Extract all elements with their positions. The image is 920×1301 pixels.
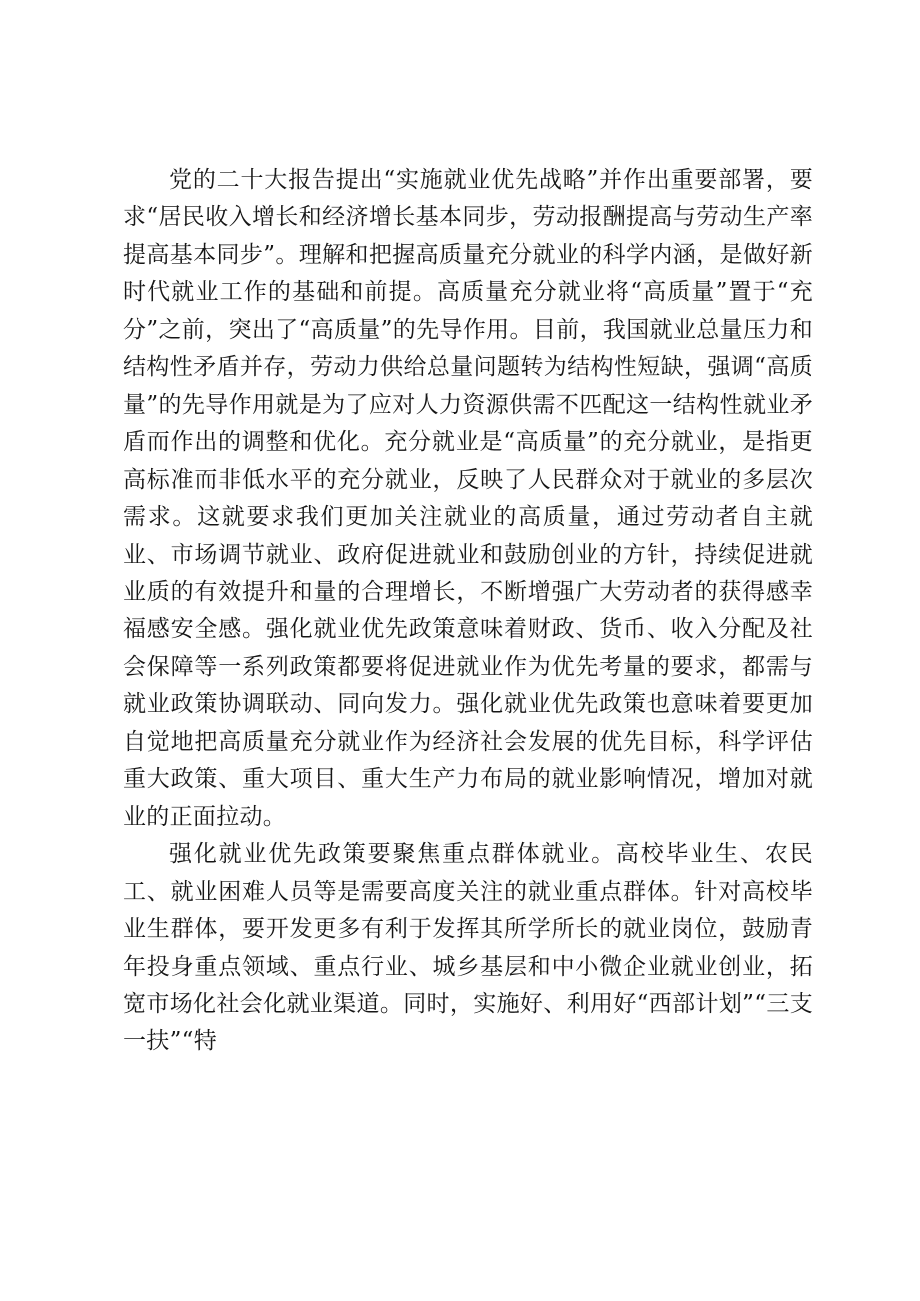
paragraph-1: 党的二十大报告提出“实施就业优先战略”并作出重要部署，要求“居民收入增长和经济增长基本同步，劳动报酬提高与劳动生产率提高基本同步”。理解和把握高质量充分就业的科学内涵，是做好新时代就业工作的基础和前提。高质量充分就业将“高质量”置于“充分”之前，突出了“高质量”的先导作用。目前，我国就业总量压力和结构性矛盾并存，劳动力供给总量问题转为结构性短缺，强调“高质量”的先导作用就是为了应对人力资源供需不匹配这一结构性就业矛盾而作出的调整和优化。充分就业是“高质量”的充分就业，是指更高标准而非低水平的充分就业，反映了人民群众对于就业的多层次需求。这就要求我们更加关注就业的高质量，通过劳动者自主就业、市场调节就业、政府促进就业和鼓励创业的方针，持续促进就业质的有效提升和量的合理增长，不断增强广大劳动者的获得感幸福感安全感。强化就业优先政策意味着财政、货币、收入分配及社会保障等一系列政策都要将促进就业作为优先考量的要求，都需与就业政策协调联动、同向发力。强化就业优先政策也意味着要更加自觉地把高质量充分就业作为经济社会发展的优先目标，科学评估重大政策、重大项目、重大生产力布局的就业影响情况，增加对就业的正面拉动。 — [123, 167, 813, 830]
paragraph-2: 强化就业优先政策要聚焦重点群体就业。高校毕业生、农民工、就业困难人员等是需要高度关注的就业重点群体。针对高校毕业生群体，要开发更多有利于发挥其所学所长的就业岗位，鼓励青年投身重点领域、重点行业、城乡基层和中小微企业就业创业，拓宽市场化社会化就业渠道。同时，实施好、利用好“西部计划”“三支一扶”“特 — [123, 841, 813, 1055]
document-body — [123, 162, 813, 1061]
